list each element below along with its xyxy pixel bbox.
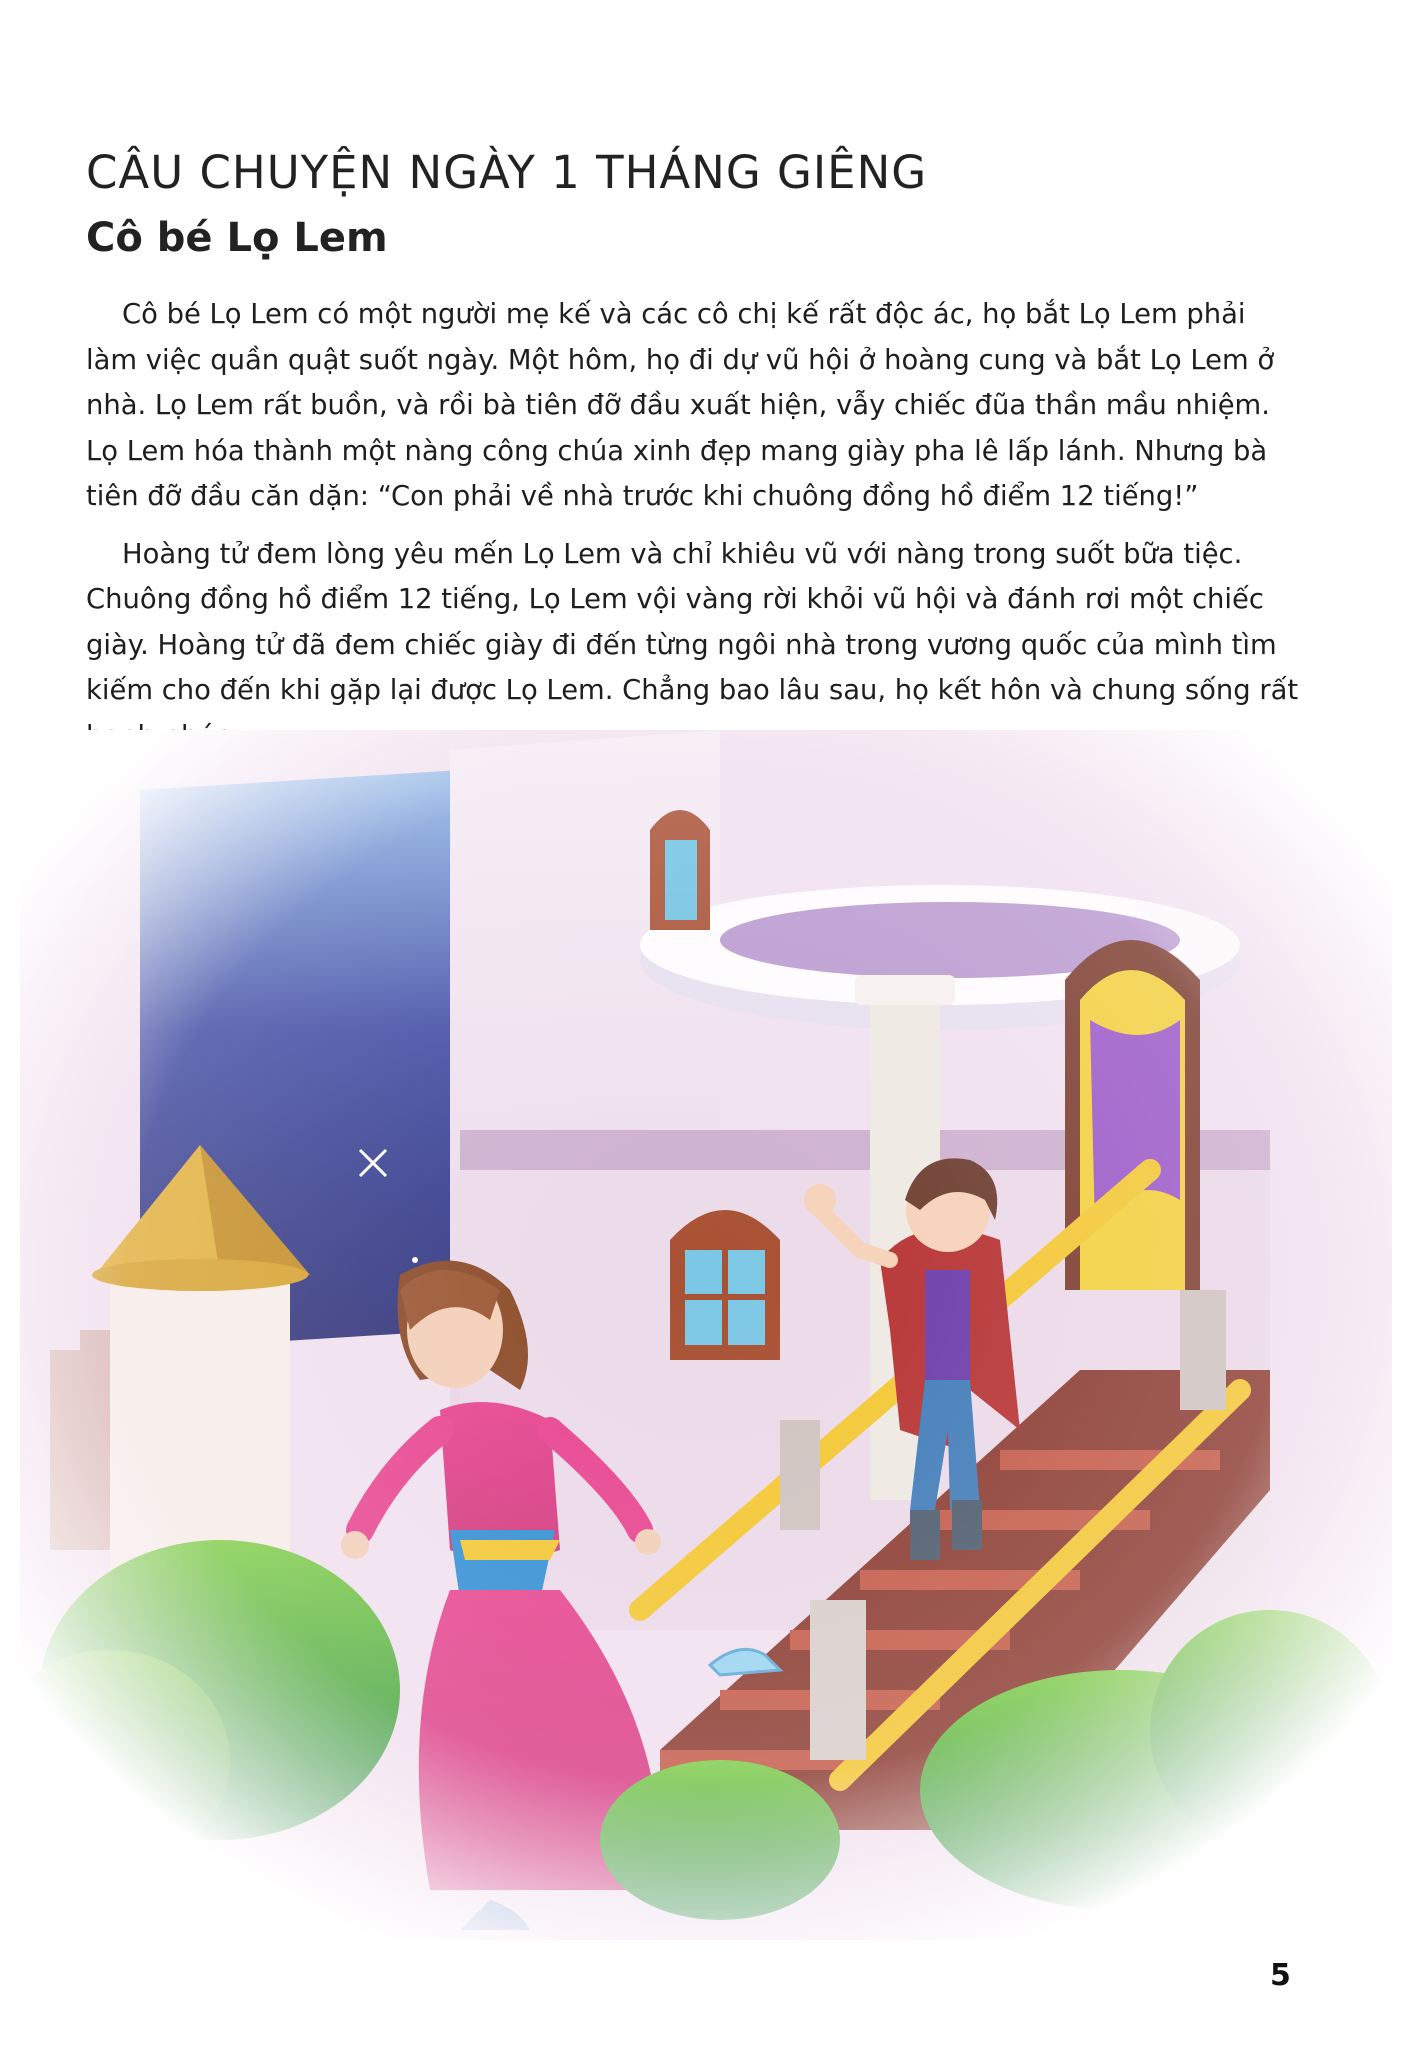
story-paragraph-1: Cô bé Lọ Lem có một người mẹ kế và các cô chị kế rất độc ác, họ bắt Lọ Lem phải làm việc quần quật suốt ngày. Một hôm, họ đi dự vũ hội ở hoàng cung và bắt Lọ Lem ở nhà. Lọ Lem rất buồn, và rồi bà tiên đỡ đầu xuất hiện, vẫy chiếc đũa thần mầu nhiệm. Lọ Lem hóa thành một nàng công chúa xinh đẹp mang giày pha lê lấp lánh. Nhưng bà tiên đỡ đầu căn dặn: “Con phải về nhà trước khi chuông đồng hồ điểm 12 tiếng!” (86, 299, 1275, 512)
story-text (86, 292, 1302, 771)
cinderella-illustration (20, 730, 1392, 1940)
story-title: Cô bé Lọ Lem (86, 215, 388, 261)
story-paragraph-2: Hoàng tử đem lòng yêu mến Lọ Lem và chỉ khiêu vũ với nàng trong suốt bữa tiệc. Chuông đồng hồ điểm 12 tiếng, Lọ Lem vội vàng rời khỏi vũ hội và đánh rơi một chiếc giày. Hoàng tử đã đem chiếc giày đi đến từng ngôi nhà trong vương quốc của mình tìm kiếm cho đến khi gặp lại được Lọ Lem. Chẳng bao lâu sau, họ kết hôn và chung sống rất (86, 538, 1299, 706)
story-date-heading: CÂU CHUYỆN NGÀY 1 THÁNG GIÊNG (86, 146, 928, 199)
page-number: 5 (1270, 1958, 1291, 1993)
